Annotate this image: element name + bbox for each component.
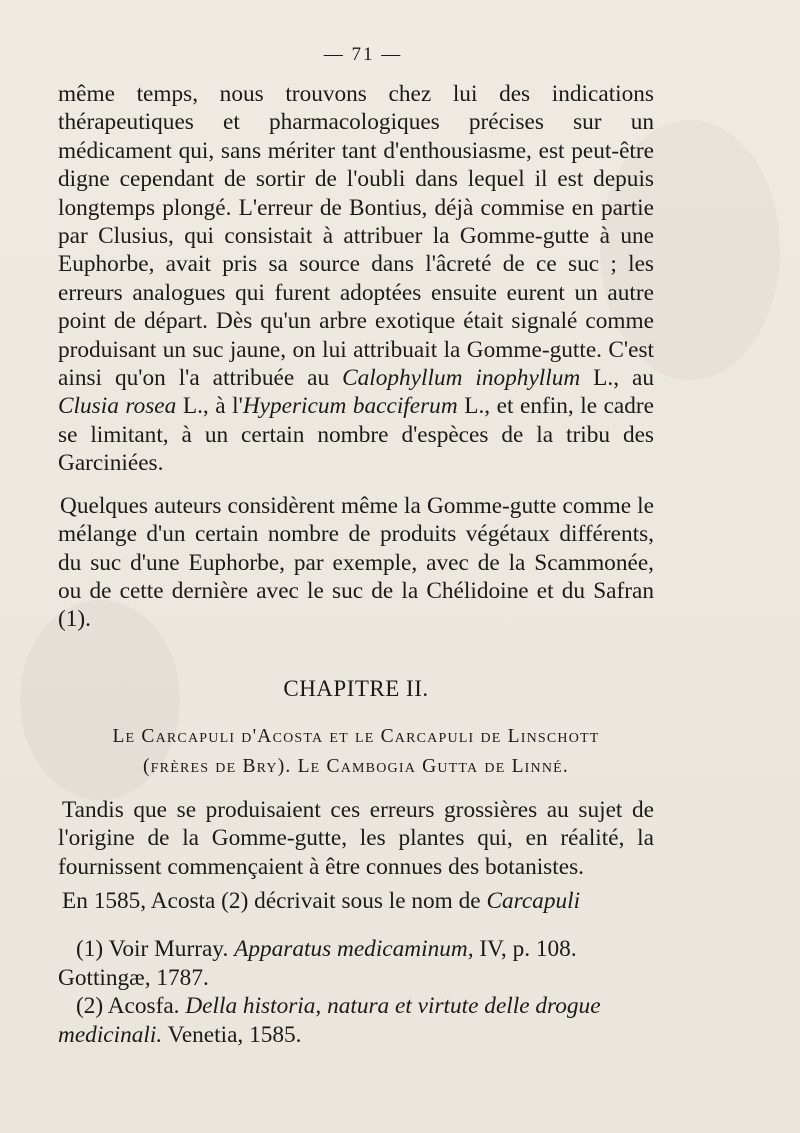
paragraph-1-text: même temps, nous trouvons chez lui des indications thérapeutiques et pharmacologiques précises sur un médicament qui, sans mériter tant d'enthousiasme, est peut-être digne cependant de sortir de l'oubli dans lequel il est depuis longtemps plongé. L'erreur de Bontius, déjà commise en partie par Clusius, qui consistait à attribuer la Gomme-gutte à une Euphorbe, avait pris sa source dans l'âcreté de ce suc ; les erreurs analogues qui furent adoptées ensuite eurent un autre point de départ. Dès qu'un arbre exotique était signalé comme produisant un suc jaune, on lui attribuait la Gomme-gutte. C'est ainsi qu'on l'a attribuée au — [58, 81, 654, 392]
text-block — [58, 44, 654, 1049]
paragraph-4-text: En 1585, Acosta (2) décrivait sous le nom de — [62, 887, 487, 914]
paragraph-4 — [58, 887, 654, 915]
chapter-subtitle — [58, 722, 654, 782]
species-name: Clusia rosea — [58, 393, 177, 420]
chapter-subtitle-line-1: Le Carcapuli d'Acosta et le Carcapuli de Linschott — [112, 725, 600, 747]
chapter-title: CHAPITRE II. — [283, 675, 429, 701]
page-number: — 71 — — [323, 44, 403, 65]
paragraph-1-text: L., et enfin, le cadre se limitant, à un certain nombre d'espèces de la tribu des Garciniées. — [58, 393, 654, 477]
footnote-1 — [58, 935, 654, 992]
paragraph-3: Tandis que se produisaient ces erreurs grossières au sujet de l'origine de la Gomme-gutte, les plantes qui, en réalité, la fournissent commençaient à être connues des botanistes. — [58, 796, 654, 880]
footnote-1-marker: (1) Voir Murray. — [76, 936, 235, 963]
footnote-1-title: Apparatus medicaminum, — [234, 936, 474, 963]
footnote-2-title: Della historia, natura et virtute delle drogue medicinali. — [58, 993, 601, 1048]
footnote-1-rest: IV, p. 108. Gottingæ, 1787. — [58, 936, 577, 991]
plant-name: Carcapuli — [486, 887, 581, 914]
paragraph-1-text: L., au — [580, 365, 654, 392]
paragraph-1-text: L., à l' — [176, 393, 243, 420]
species-name: Calophyllum inophyllum — [342, 365, 581, 392]
chapter-subtitle-line-2: (frères de Bry). Le Cambogia Gutta de Linné. — [142, 755, 569, 777]
paragraph-1 — [58, 80, 654, 478]
footnote-2-marker: (2) Acosfa. — [76, 993, 186, 1020]
footnote-2 — [58, 992, 654, 1049]
footnotes — [58, 935, 654, 1049]
footnote-2-rest: Venetia, 1585. — [162, 1021, 302, 1048]
paragraph-2: Quelques auteurs considèrent même la Gomme-gutte comme le mélange d'un certain nombre de produits végétaux différents, du suc d'une Euphorbe, par exemple, avec de la Scammonée, ou de cette dernière avec le suc de la Chélidoine et du Safran (1). — [58, 492, 654, 633]
species-name: Hypericum bacciferum — [242, 393, 458, 420]
